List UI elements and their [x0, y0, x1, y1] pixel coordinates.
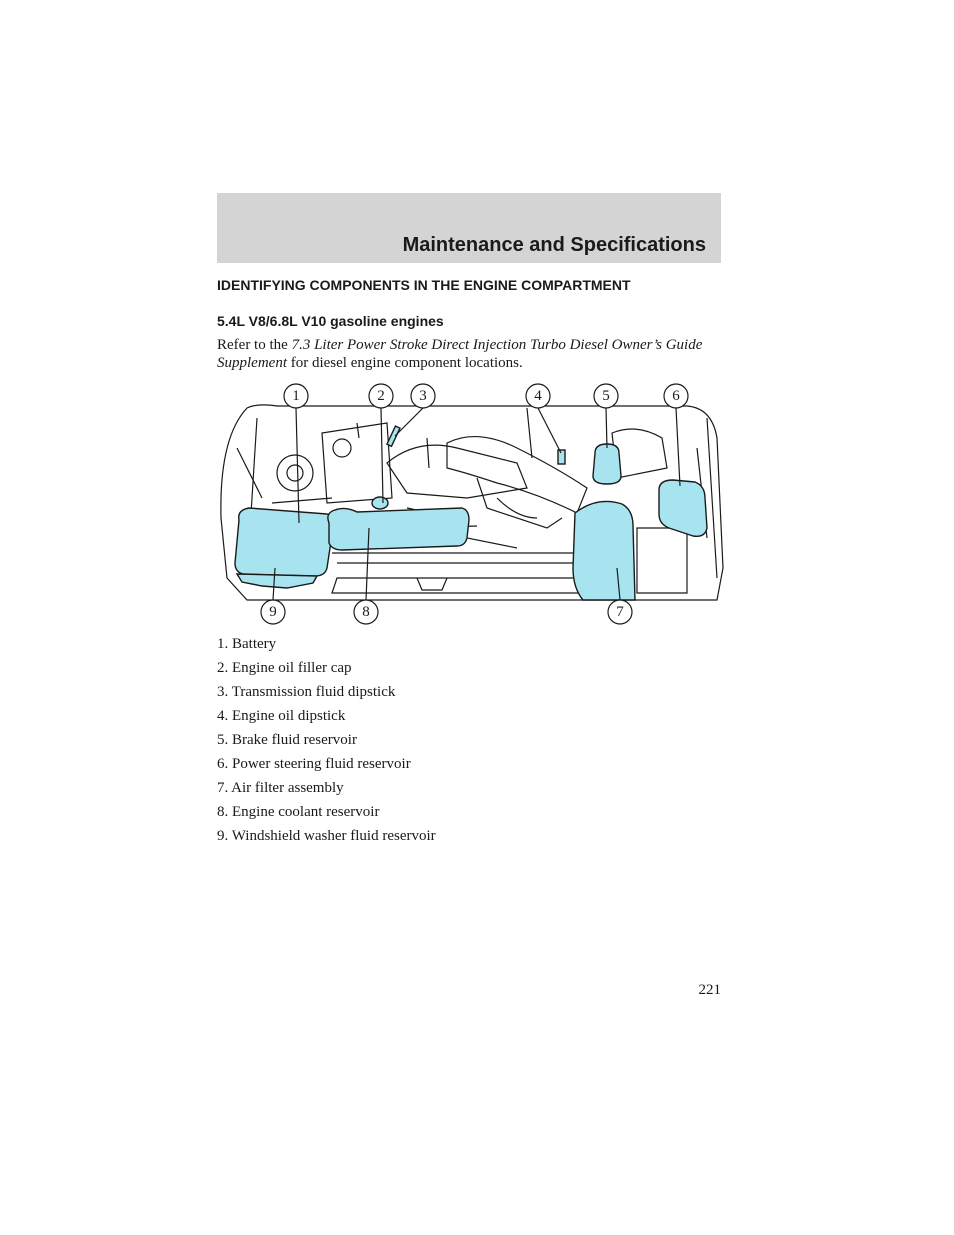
legend-item: 5. Brake fluid reservoir: [217, 732, 357, 748]
washer-fluid-reservoir: [237, 574, 317, 588]
legend-item: 7. Air filter assembly: [217, 780, 344, 796]
callout-label: 8: [362, 604, 370, 620]
callout-label: 5: [602, 388, 610, 404]
engine-oil-filler-cap: [372, 497, 388, 509]
intro-prefix: Refer to the: [217, 337, 292, 353]
section-heading: IDENTIFYING COMPONENTS IN THE ENGINE COMPARTMENT: [217, 277, 631, 293]
engine-oil-dipstick: [558, 450, 565, 464]
legend-item: 3. Transmission fluid dipstick: [217, 684, 396, 700]
page-number: 221: [698, 982, 721, 998]
callout-label: 2: [377, 388, 385, 404]
intro-suffix: for diesel engine component locations.: [286, 355, 523, 371]
intro-paragraph: [217, 336, 717, 372]
component-legend: [217, 634, 436, 850]
page-title: Maintenance and Specifications: [402, 234, 706, 256]
transmission-fluid-dipstick: [387, 426, 400, 446]
sub-heading: 5.4L V8/6.8L V10 gasoline engines: [217, 313, 444, 329]
battery: [235, 508, 333, 576]
intro-guide-title: 7.3 Liter Power Stroke Direct Injection Turbo Diesel Owner’s Guide Supplement: [217, 337, 703, 371]
header-bar: [217, 193, 721, 263]
callout-label: 6: [672, 388, 680, 404]
highlighted-components: [235, 426, 707, 600]
engine-coolant-reservoir: [328, 508, 469, 550]
air-filter-assembly: [573, 501, 635, 600]
callout-label: 1: [292, 388, 300, 404]
callout-label: 3: [419, 388, 427, 404]
engine-compartment-diagram: [217, 378, 725, 630]
brake-fluid-reservoir: [593, 444, 621, 484]
legend-item: 2. Engine oil filler cap: [217, 660, 352, 676]
callout-label: 9: [269, 604, 277, 620]
callout-label: 4: [534, 388, 542, 404]
legend-item: 4. Engine oil dipstick: [217, 708, 346, 724]
legend-item: 8. Engine coolant reservoir: [217, 804, 380, 820]
legend-item: 6. Power steering fluid reservoir: [217, 756, 411, 772]
legend-item: 1. Battery: [217, 636, 277, 652]
callout-label: 7: [616, 604, 624, 620]
legend-item: 9. Windshield washer fluid reservoir: [217, 828, 436, 844]
